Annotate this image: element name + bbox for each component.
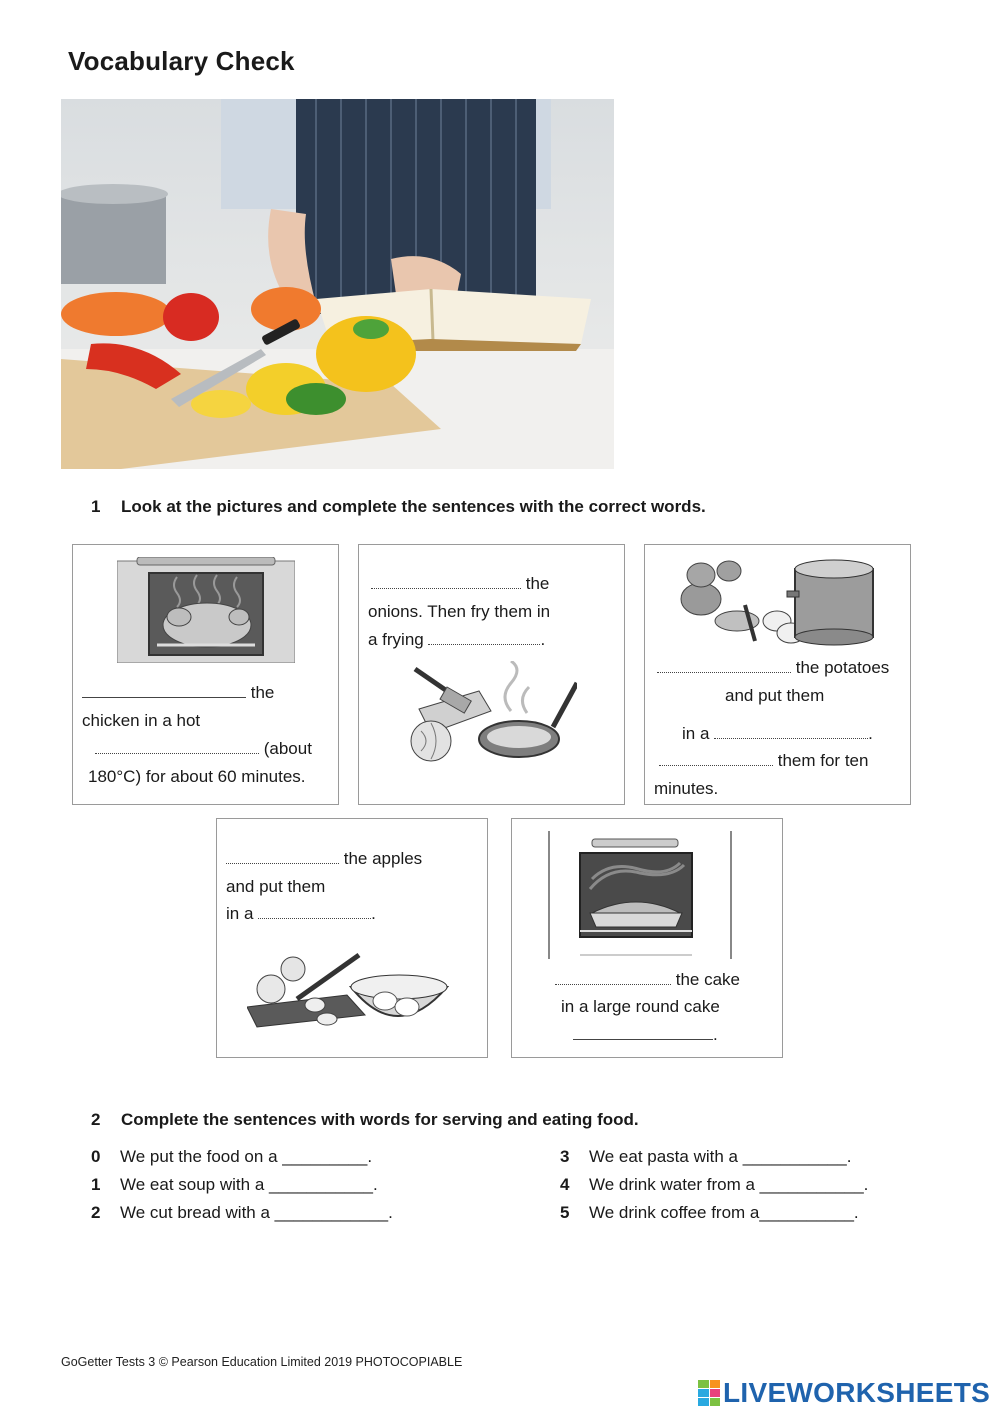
question-5[interactable] <box>560 1203 859 1223</box>
card-potatoes <box>644 544 911 805</box>
exercise-1-number: 1 <box>91 497 101 516</box>
card-1-line4: 180°C) for about 60 minutes. <box>88 767 306 786</box>
question-text: We eat soup with a ___________. <box>120 1175 378 1194</box>
oven-cake-illustration <box>546 827 734 959</box>
exercise-1-instruction: Look at the pictures and complete the sentences with the correct words. <box>121 497 706 516</box>
card-4-line3-before: in a <box>226 904 254 923</box>
question-text: We cut bread with a ____________. <box>120 1203 393 1222</box>
question-3[interactable] <box>560 1147 851 1167</box>
card-4-line2: and put them <box>226 877 326 896</box>
question-0[interactable] <box>91 1147 372 1167</box>
question-number: 0 <box>91 1147 101 1166</box>
answer-blank[interactable] <box>555 971 671 985</box>
card-5-line1: the cake <box>675 970 740 989</box>
exercise-2-number: 2 <box>91 1110 101 1129</box>
card-2-line1: the <box>525 574 550 593</box>
answer-blank[interactable] <box>258 905 371 919</box>
card-cake <box>511 818 783 1058</box>
answer-blank[interactable] <box>226 850 339 864</box>
card-4-line3-after: . <box>371 904 376 923</box>
page-title: Vocabulary Check <box>68 46 295 76</box>
card-apples <box>216 818 488 1058</box>
exercise-2-heading <box>91 1110 639 1130</box>
card-2-line2: onions. Then fry them in <box>368 602 551 621</box>
card-1-line1: the <box>250 683 275 702</box>
potatoes-pot-illustration <box>679 559 879 649</box>
liveworksheets-wordmark: LIVEWORKSHEETS <box>723 1377 991 1408</box>
answer-blank[interactable] <box>95 740 259 754</box>
answer-blank[interactable] <box>659 752 773 766</box>
card-3-line5: minutes. <box>654 779 719 798</box>
card-1-line3: (about <box>263 739 312 758</box>
card-1-line2: chicken in a hot <box>82 711 201 730</box>
question-1[interactable] <box>91 1175 378 1195</box>
card-5-line2: in a large round cake <box>561 997 720 1016</box>
answer-blank[interactable] <box>657 659 791 673</box>
question-number: 3 <box>560 1147 570 1166</box>
answer-blank[interactable] <box>714 725 868 739</box>
oven-chicken-illustration <box>117 557 295 663</box>
exercise-2-instruction: Complete the sentences with words for serving and eating food. <box>121 1110 639 1129</box>
question-text: We put the food on a _________. <box>120 1147 373 1166</box>
liveworksheets-logo[interactable] <box>698 1376 990 1410</box>
answer-blank[interactable] <box>371 575 521 589</box>
question-number: 1 <box>91 1175 101 1194</box>
liveworksheets-icon <box>698 1380 720 1406</box>
card-5-line3-after: . <box>713 1025 718 1044</box>
onion-frying-pan-illustration <box>407 661 577 765</box>
card-4-line1: the apples <box>343 849 423 868</box>
card-3-line3-before: in a <box>682 724 710 743</box>
card-3-line4: them for ten <box>777 751 869 770</box>
cooking-photo <box>61 99 614 469</box>
card-3-line2: and put them <box>725 686 825 705</box>
question-text: We drink coffee from a__________. <box>589 1203 859 1222</box>
card-2-line3-after: . <box>540 630 546 649</box>
answer-blank[interactable] <box>428 631 540 645</box>
copyright-footer: GoGetter Tests 3 © Pearson Education Limited 2019 PHOTOCOPIABLE <box>61 1355 463 1369</box>
question-number: 5 <box>560 1203 570 1222</box>
answer-blank[interactable] <box>82 684 246 698</box>
question-number: 4 <box>560 1175 570 1194</box>
apples-bowl-illustration <box>247 949 449 1029</box>
card-onions <box>358 544 625 805</box>
question-text: We eat pasta with a ___________. <box>589 1147 852 1166</box>
answer-blank[interactable] <box>573 1026 713 1040</box>
card-3-line1: the potatoes <box>795 658 890 677</box>
question-4[interactable] <box>560 1175 868 1195</box>
question-text: We drink water from a ___________. <box>589 1175 869 1194</box>
card-3-line3-after: . <box>868 724 873 743</box>
question-2[interactable] <box>91 1203 393 1223</box>
question-number: 2 <box>91 1203 101 1222</box>
exercise-1-heading <box>91 497 706 517</box>
card-roast-chicken <box>72 544 339 805</box>
card-2-line3-before: a frying <box>368 630 424 649</box>
